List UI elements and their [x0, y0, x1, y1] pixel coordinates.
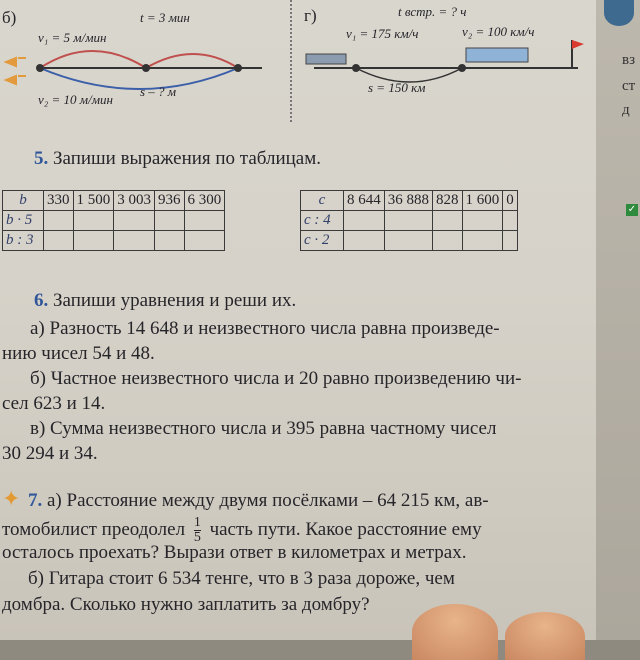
task5-heading [34, 148, 321, 170]
table-c [300, 190, 518, 251]
task6-line: а) Разность 14 648 и неизвестного числа равна произведе- [30, 318, 500, 339]
task6-heading [34, 290, 296, 312]
table-b-cell: b [3, 191, 44, 211]
diagram-g-v1: v₁ = 175 км/ч [346, 26, 419, 41]
fraction-numerator: 1 [193, 515, 201, 530]
table-b-cell: 936 [155, 191, 185, 211]
table-b-row [3, 231, 225, 251]
task7-line2 [2, 516, 482, 545]
table-c-row [301, 211, 518, 231]
table-c-cell: 36 888 [384, 191, 432, 211]
fraction [194, 516, 201, 545]
table-c-row [301, 231, 518, 251]
table-b-cell: 3 003 [114, 191, 155, 211]
diagram-g-time: t встр. = ? ч [398, 4, 467, 19]
task6-line: сел 623 и 14. [2, 393, 106, 414]
table-b [2, 190, 225, 251]
diagram-divider [290, 0, 292, 122]
task7-text: часть пути. Какое расстояние ему [209, 518, 482, 540]
task7-line5: домбра. Сколько нужно заплатить за домбру? [2, 594, 370, 615]
table-b-row [3, 211, 225, 231]
task7-text: томобилист преодолел [2, 518, 186, 540]
diagram-b-time: t = 3 мин [140, 10, 190, 25]
table-b-cell: 330 [44, 191, 74, 211]
task7-line1 [28, 490, 489, 512]
table-b-header [3, 191, 225, 211]
task6-line: в) Сумма неизвестного числа и 395 равна частному чисел [30, 418, 497, 439]
task7-line3: осталось проехать? Вырази ответ в километрах и метрах. [2, 542, 467, 563]
table-c-row-label: c · 2 [301, 231, 344, 251]
mascot-icon [604, 0, 634, 26]
table-c-cell: 0 [503, 191, 518, 211]
diagram-g-s: s = 150 км [368, 80, 426, 95]
task7-line4: б) Гитара стоит 6 534 тенге, что в 3 раза дороже, чем [28, 568, 455, 589]
task5-number: 5. [34, 148, 49, 169]
task7-number: 7. [28, 490, 43, 511]
adjacent-page-text: ст [622, 78, 636, 94]
diagram-b-v1: v₁ = 5 м/мин [38, 30, 107, 45]
task7-text: а) Расстояние между двумя посёлками – 64 215 км, ав- [47, 490, 489, 511]
task5-title: Запиши выражения по таблицам. [53, 148, 321, 169]
adjacent-page [596, 0, 640, 640]
diagram-g-letter: г) [304, 6, 317, 25]
task6-number: 6. [34, 290, 49, 311]
table-c-header [301, 191, 518, 211]
table-b-row-label: b · 5 [3, 211, 44, 231]
table-b-cell: 6 300 [184, 191, 225, 211]
table-c-row-label: c : 4 [301, 211, 344, 231]
diagram-g-v2: v₂ = 100 км/ч [462, 24, 535, 39]
table-c-cell: c [301, 191, 344, 211]
finger-right [505, 612, 585, 660]
task6-title: Запиши уравнения и реши их. [53, 290, 297, 311]
task6-line: б) Частное неизвестного числа и 20 равно произведению чи- [30, 368, 522, 389]
diagram-b-letter: б) [2, 8, 17, 27]
fraction-denominator: 5 [193, 530, 201, 545]
green-check-icon: ✓ [627, 204, 637, 215]
adjacent-page-text: д [622, 102, 630, 118]
diagram-b-s: s – ? м [140, 84, 177, 99]
table-b-cell: 1 500 [73, 191, 114, 211]
table-c-cell: 828 [433, 191, 463, 211]
adjacent-page-text: вз [622, 52, 636, 68]
table-b-row-label: b : 3 [3, 231, 44, 251]
task6-line: 30 294 и 34. [2, 443, 98, 464]
table-c-cell: 8 644 [344, 191, 385, 211]
table-c-cell: 1 600 [462, 191, 503, 211]
task6-line: нию чисел 54 и 48. [2, 343, 155, 364]
diagram-b-v2: v₂ = 10 м/мин [38, 92, 113, 107]
star-icon: ✦ [2, 486, 21, 511]
finger-left [412, 604, 498, 660]
